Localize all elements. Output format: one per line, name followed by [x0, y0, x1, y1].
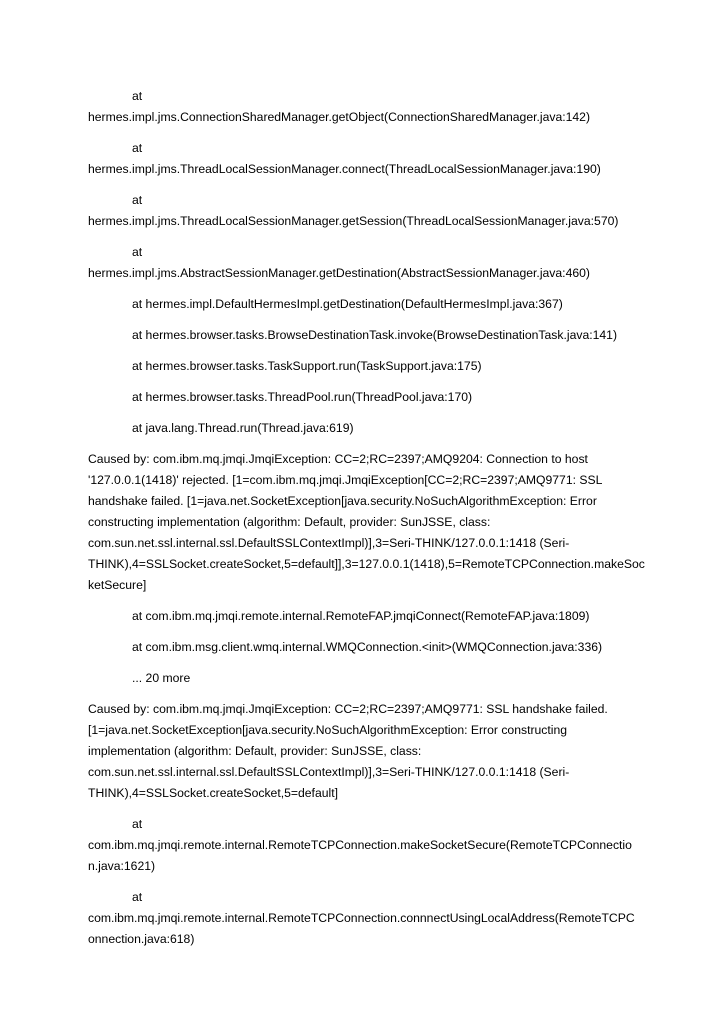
caused-by-line: '127.0.0.1(1418)' rejected. [1=com.ibm.mq.jmqi.JmqiException[CC=2;RC=2397;AMQ9771: SSL: [88, 473, 603, 487]
frame-text: hermes.impl.jms.ConnectionSharedManager.getObject(ConnectionSharedManager.java:142): [88, 110, 591, 124]
stack-frame: [88, 418, 648, 439]
stack-frame: [88, 606, 648, 627]
at-keyword: at: [132, 890, 143, 904]
frame-text: at hermes.browser.tasks.TaskSupport.run(TaskSupport.java:175): [132, 359, 482, 373]
stack-frame: [88, 86, 648, 128]
stack-frame: [88, 190, 648, 232]
frame-text: com.ibm.mq.jmqi.remote.internal.RemoteTCPConnection.makeSocketSecure(RemoteTCPConnectio: [88, 838, 632, 852]
frame-text: com.ibm.mq.jmqi.remote.internal.RemoteTCPConnection.connnectUsingLocalAddress(RemoteTCPC: [88, 911, 635, 925]
caused-by-line: constructing implementation (algorithm: Default, provider: SunJSSE, class:: [88, 515, 491, 529]
at-keyword: at: [132, 245, 143, 259]
at-keyword: at: [132, 193, 143, 207]
stack-frame: [88, 387, 648, 408]
stack-frame: [88, 637, 648, 658]
at-keyword: at: [132, 89, 143, 103]
stack-frame: [88, 294, 648, 315]
at-keyword: at: [132, 817, 143, 831]
frame-text: at com.ibm.mq.jmqi.remote.internal.RemoteFAP.jmqiConnect(RemoteFAP.java:1809): [132, 609, 590, 623]
caused-by-line: com.sun.net.ssl.internal.ssl.DefaultSSLContextImpl)],3=Seri-THINK/127.0.0.1:1418 (Seri-: [88, 765, 570, 779]
stack-frame: [88, 814, 648, 877]
frame-text: hermes.impl.jms.AbstractSessionManager.getDestination(AbstractSessionManager.java:460): [88, 266, 590, 280]
frame-text: onnection.java:618): [88, 932, 195, 946]
stack-frame: [88, 668, 648, 689]
stack-frame: [88, 325, 648, 346]
caused-by-line: Caused by: com.ibm.mq.jmqi.JmqiException: CC=2;RC=2397;AMQ9204: Connection to host: [88, 452, 588, 466]
stack-frame: [88, 242, 648, 284]
frame-text: at java.lang.Thread.run(Thread.java:619): [132, 421, 354, 435]
document-page: [88, 86, 648, 960]
stack-frame: [88, 887, 648, 950]
frame-text: at com.ibm.msg.client.wmq.internal.WMQConnection.<init>(WMQConnection.java:336): [132, 640, 603, 654]
stack-frame: [88, 356, 648, 377]
caused-by-block: [88, 449, 648, 596]
frame-text: hermes.impl.jms.ThreadLocalSessionManager.connect(ThreadLocalSessionManager.java:190): [88, 162, 601, 176]
caused-by-line: THINK),4=SSLSocket.createSocket,5=default]],3=127.0.0.1(1418),5=RemoteTCPConnection.makeSoc: [88, 557, 645, 571]
frame-text: ... 20 more: [132, 671, 191, 685]
caused-by-line: handshake failed. [1=java.net.SocketException[java.security.NoSuchAlgorithmException: Error: [88, 494, 597, 508]
frame-text: n.java:1621): [88, 859, 156, 873]
caused-by-line: [1=java.net.SocketException[java.security.NoSuchAlgorithmException: Error constructing: [88, 723, 568, 737]
caused-by-line: implementation (algorithm: Default, provider: SunJSSE, class:: [88, 744, 422, 758]
caused-by-block: [88, 699, 648, 804]
frame-text: at hermes.impl.DefaultHermesImpl.getDestination(DefaultHermesImpl.java:367): [132, 297, 563, 311]
caused-by-line: Caused by: com.ibm.mq.jmqi.JmqiException: CC=2;RC=2397;AMQ9771: SSL handshake failed.: [88, 702, 608, 716]
at-keyword: at: [132, 141, 143, 155]
frame-text: hermes.impl.jms.ThreadLocalSessionManager.getSession(ThreadLocalSessionManager.java:570): [88, 214, 619, 228]
caused-by-line: ketSecure]: [88, 578, 147, 592]
caused-by-line: com.sun.net.ssl.internal.ssl.DefaultSSLContextImpl)],3=Seri-THINK/127.0.0.1:1418 (Seri-: [88, 536, 570, 550]
frame-text: at hermes.browser.tasks.BrowseDestinationTask.invoke(BrowseDestinationTask.java:141): [132, 328, 618, 342]
caused-by-line: THINK),4=SSLSocket.createSocket,5=default]: [88, 786, 338, 800]
stack-frame: [88, 138, 648, 180]
frame-text: at hermes.browser.tasks.ThreadPool.run(ThreadPool.java:170): [132, 390, 473, 404]
